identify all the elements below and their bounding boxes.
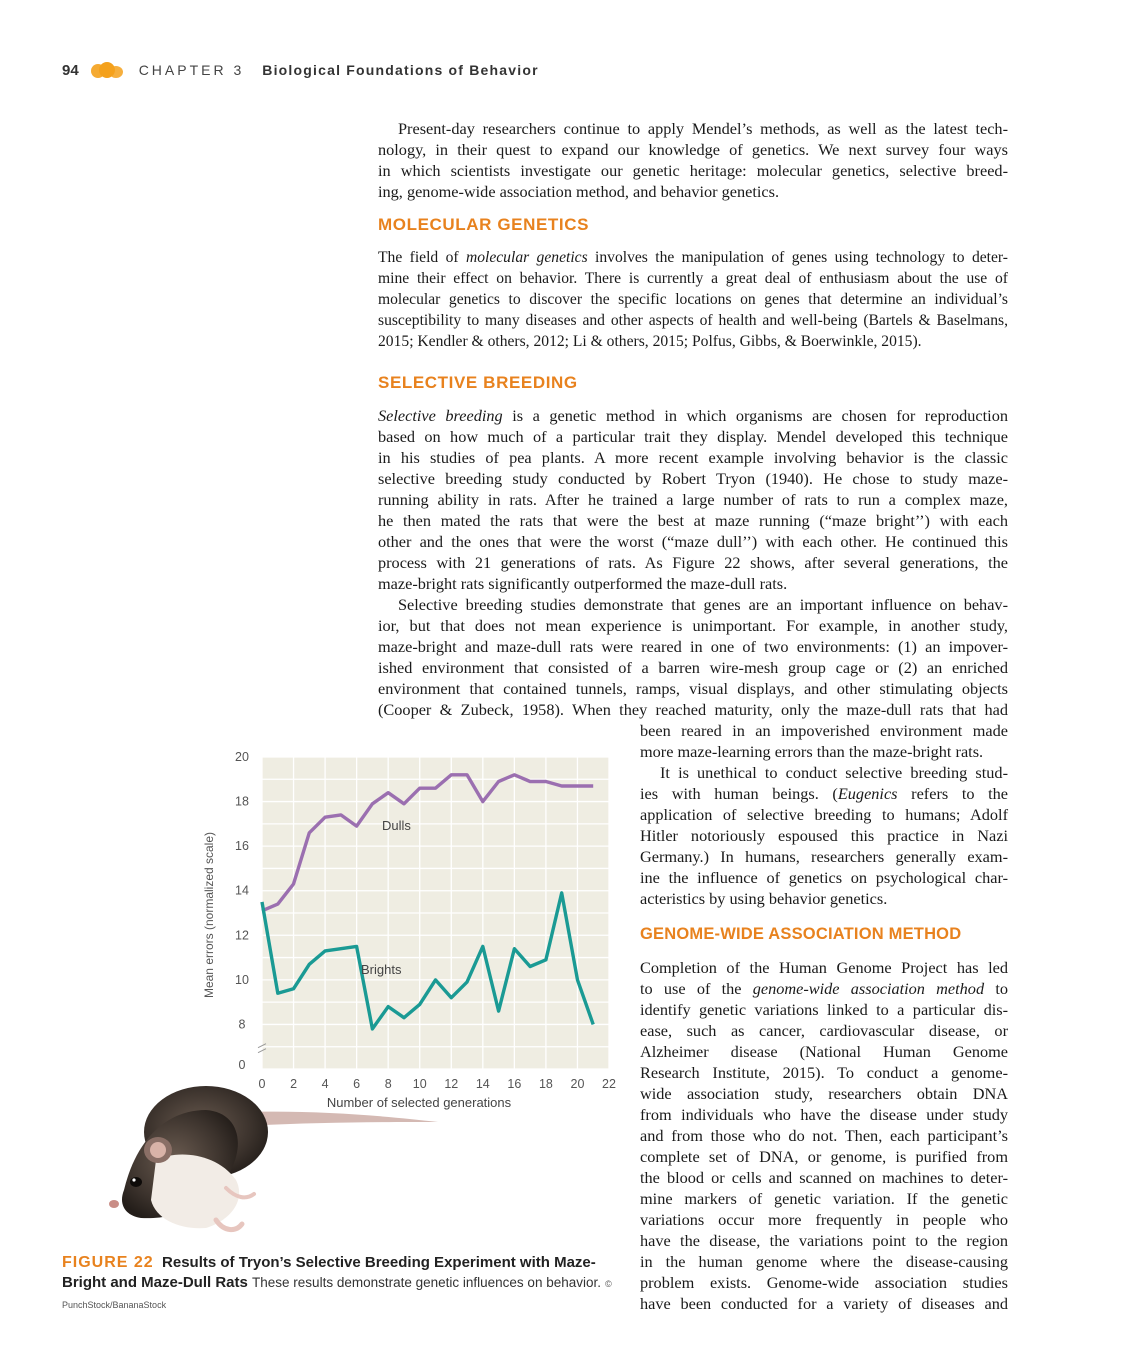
text-line: susceptibility to many diseases and other aspects of health and well-being (Bartels & Baselmans, [378,312,1008,329]
selective-paragraph-1 [378,405,1008,594]
text-line: The field of molecular genetics involves the manipulation of genes using technology to deter- [378,249,1008,266]
text-line: have been conducted for a variety of diseases and [640,1294,1008,1313]
series-label-dulls: Dulls [382,818,411,833]
text-line: in the human genome where the disease-causing [640,1252,1008,1271]
text-line: in which scientists investigate our genetic heritage: molecular genetics, selective breed- [378,161,1008,180]
text-line: Hitler notoriously espoused this practice in Nazi [640,826,1008,845]
text-line: 2015; Kendler & others, 2012; Li & others, 2015; Polfus, Gibbs, & Boerwinkle, 2015). [378,333,922,350]
running-header [62,58,539,82]
figure-title: Results of Tryon’s Selective Breeding Experiment with Maze-Bright and Maze-Dull Rats [62,1254,596,1291]
heading-selective-breeding: SELECTIVE BREEDING [378,373,578,392]
text-line: process with 21 generations of rats. As Figure 22 shows, after several generations, the [378,553,1008,572]
text-line: identify genetic variations linked to a particular dis- [640,1000,1008,1019]
text-line: (Cooper & Zubeck, 1958). When they reached maturity, only the maze-dull rats that had [378,700,1008,719]
text-line: running ability in rats. After he trained a large number of rats to run a complex maze, [378,490,1008,509]
text-line: ing, genome-wide association method, and behavior genetics. [378,182,780,201]
selective-paragraph-2-cont [640,720,1008,762]
x-tick-label: 18 [538,1077,553,1091]
text-line: ies with human beings. (Eugenics refers to the [640,784,1009,803]
x-tick-label: 4 [321,1077,329,1091]
text-line: maze-bright and maze-dull rats were reared in one of two environments: (1) an impover- [378,637,1008,656]
text-line: Germany.) In humans, researchers generally exam- [640,847,1008,866]
y-tick-labels [235,750,249,1072]
text-line: selective breeding study conducted by Robert Tryon (1940). He chose to study maze- [378,469,1008,488]
text-line: Completion of the Human Genome Project has led [640,958,1008,977]
text-line: in his studies of pea plants. A more recent example involving behavior is the classic [378,448,1008,467]
tryon-line-chart [195,745,625,1115]
chapter-label: CHAPTER 3 [138,62,245,78]
text-line: more maze-learning errors than the maze-bright rats. [640,742,984,761]
text-line: Alzheimer disease (National Human Genome [640,1042,1008,1061]
page-number: 94 [62,61,79,79]
selective-paragraph-3 [640,762,1008,909]
rat-photo-icon [96,1070,446,1240]
text-line: from individuals who have the disease under study [640,1105,1008,1124]
text-line: Research Institute, 2015). To conduct a genome- [640,1063,1008,1082]
heading-molecular-genetics: MOLECULAR GENETICS [378,215,590,234]
text-line: mine markers of genetic variation. If the genetic [640,1189,1008,1208]
text-line: It is unethical to conduct selective breeding stud- [660,763,1008,782]
text-line: he then mated the rats that were the best at maze running (“maze bright’’) with each [378,511,1008,530]
y-tick-label: 20 [235,750,249,764]
y-tick-label: 12 [235,928,249,943]
text-line: application of selective breeding to humans; Adolf [640,805,1008,824]
text-line: variations occur more frequently in people who [640,1210,1008,1229]
intro-paragraph [378,118,1008,202]
x-tick-label: 10 [412,1077,427,1091]
y-tick-label: 18 [235,794,249,809]
series-label-brights: Brights [361,962,402,977]
text-line: acteristics by using behavior genetics. [640,889,888,908]
text-line: Selective breeding studies demonstrate that genes are an important influence on behav- [398,595,1008,614]
text-line: other and the ones that were the worst (“maze dull’’) with each other. He continued this [378,532,1008,551]
selective-paragraph-2 [378,594,1008,720]
heading-genome-wide-association: GENOME-WIDE ASSOCIATION METHOD [640,925,962,943]
x-tick-label: 22 [602,1077,616,1091]
text-line: and from those who do not. Then, each participant’s [640,1126,1008,1145]
text-line: ine the influence of genetics on psychological char- [640,868,1008,887]
text-line: the blood or cells and scanned on machines to deter- [640,1168,1008,1187]
text-line: complete set of DNA, or genome, is purified from [640,1147,1008,1166]
text-line: wide association study, researchers obtain DNA [640,1084,1008,1103]
figure-caption [62,1253,622,1315]
orange-chapter-logo-icon [91,60,125,80]
text-line: Selective breeding is a genetic method in which organisms are chosen for reproduction [378,406,1008,425]
y-axis-label: Mean errors (normalized scale) [202,831,216,999]
x-tick-label: 12 [444,1077,459,1091]
figure-label: FIGURE 22 [62,1254,154,1271]
molecular-paragraph [378,247,1008,352]
text-line: ior, but that does not mean experience is unimportant. For example, in another study, [378,616,1008,635]
y-tick-label: 14 [235,883,249,898]
chapter-title: Biological Foundations of Behavior [262,62,539,78]
text-line: to use of the genome-wide association method to [640,979,1008,998]
text-line: have the disease, the variations point to the region [640,1231,1008,1250]
x-tick-label: 14 [475,1077,490,1091]
x-tick-label: 2 [290,1077,298,1091]
x-tick-label: 8 [384,1077,392,1091]
text-line: ished environment that consisted of a barren wire-mesh group cage or (2) an enriched [378,658,1008,677]
text-line: environment that contained tunnels, ramps, visual displays, and other stimulating objects [378,679,1008,698]
y-tick-label: 16 [235,839,249,854]
photo-credit: © PunchStock/BananaStock [62,1279,612,1310]
y-tick-label: 0 [238,1058,246,1072]
text-line: ease, such as cancer, cardiovascular disease, or [640,1021,1008,1040]
text-line: based on how much of a particular trait they display. Mendel developed this technique [378,427,1008,446]
gwas-paragraph [640,957,1008,1314]
text-line: mine their effect on behavior. There is currently a great deal of enthusiasm about the use of [378,270,1008,287]
text-line: maze-bright rats significantly outperformed the maze-dull rats. [378,574,788,593]
text-line: molecular genetics to discover the specific locations on genes that determine an individual’s [378,291,1008,308]
text-line: nology, in their quest to expand our knowledge of genetics. We next survey four ways [378,140,1008,159]
x-tick-label: 20 [570,1077,585,1091]
x-tick-label: 6 [353,1077,361,1091]
text-line: been reared in an impoverished environment made [640,721,1008,740]
x-tick-label: 0 [258,1077,266,1091]
figure-description: These results demonstrate genetic influences on behavior. [252,1275,601,1290]
text-line: Present-day researchers continue to apply Mendel’s methods, as well as the latest tech- [398,119,1008,138]
y-tick-label: 10 [235,972,249,987]
x-tick-label: 16 [507,1077,522,1091]
x-axis-label: Number of selected generations [326,1095,512,1110]
text-line: problem exists. Genome-wide association studies [640,1273,1008,1292]
y-tick-label: 8 [238,1017,246,1032]
